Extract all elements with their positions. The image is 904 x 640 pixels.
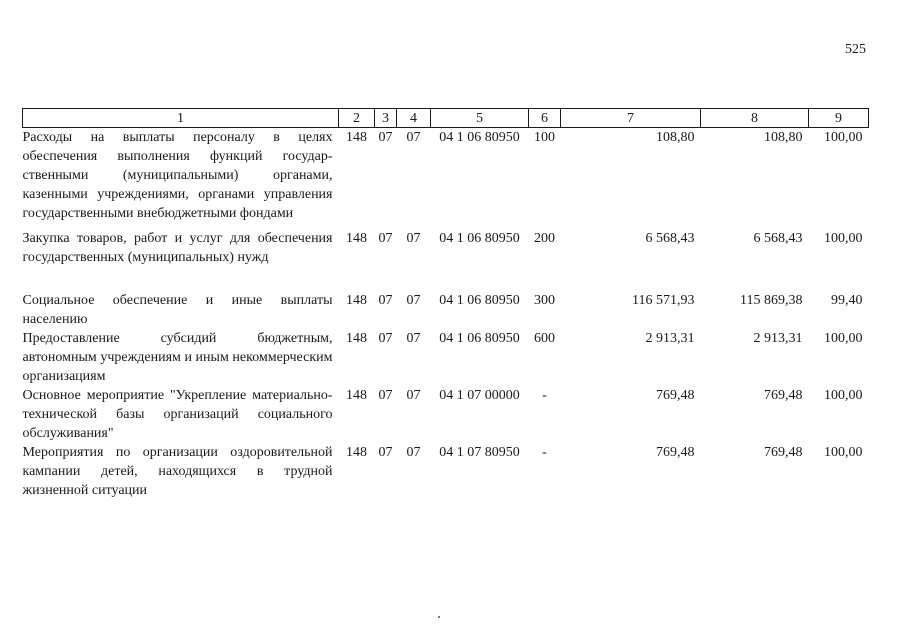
row-section: 07: [378, 388, 393, 403]
row-target-code: 04 1 06 80950: [439, 293, 520, 308]
row-percent: 100,00: [824, 331, 863, 346]
row-plan-amount: 6 568,43: [645, 231, 695, 246]
row-plan-amount: 769,48: [656, 388, 695, 403]
row-expense-type: -: [542, 388, 547, 403]
row-expense-type: 600: [534, 331, 555, 346]
header-col-3: 3: [375, 109, 397, 128]
row-name: Расходы на выплаты персоналу в целях обеспечения выполнения функций государственными (муниципальными) органами, казенными учреждениями, органами управления государственными внебюджетными фондами: [22, 130, 333, 221]
row-name: Закупка товаров, работ и услуг для обеспечения государственных (муниципальных) нужд: [22, 231, 333, 265]
row-percent: 100,00: [824, 130, 863, 145]
header-col-1: 1: [23, 109, 339, 128]
table-row: [23, 386, 869, 443]
header-col-2: 2: [339, 109, 375, 128]
row-target-code: 04 1 06 80950: [439, 130, 520, 145]
table-row: [23, 329, 869, 386]
row-actual-amount: 769,48: [764, 445, 803, 460]
row-section: 07: [378, 293, 393, 308]
header-col-6: 6: [529, 109, 561, 128]
row-expense-type: -: [542, 445, 547, 460]
table-row: [23, 128, 869, 224]
header-col-5: 5: [431, 109, 529, 128]
scan-speck: [438, 616, 440, 618]
row-percent: 100,00: [824, 388, 863, 403]
row-subsection: 07: [406, 388, 421, 403]
row-expense-type: 100: [534, 130, 555, 145]
row-admin-code: 148: [346, 231, 367, 246]
header-col-7: 7: [561, 109, 701, 128]
row-expense-type: 200: [534, 231, 555, 246]
row-actual-amount: 6 568,43: [753, 231, 803, 246]
header-col-9: 9: [809, 109, 869, 128]
header-col-8: 8: [701, 109, 809, 128]
row-name: Мероприятия по организации оздоровительной кампании детей, находящихся в трудной жизненной ситуации: [22, 445, 333, 498]
row-plan-amount: 108,80: [656, 130, 695, 145]
row-subsection: 07: [406, 293, 421, 308]
header-row: [23, 109, 869, 128]
row-plan-amount: 769,48: [656, 445, 695, 460]
row-admin-code: 148: [346, 331, 367, 346]
row-section: 07: [378, 331, 393, 346]
page-number: 525: [845, 42, 866, 57]
row-name: Основное мероприятие "Укрепление материально-технической базы организаций социального обслуживания": [22, 388, 333, 441]
row-subsection: 07: [406, 130, 421, 145]
row-percent: 99,40: [831, 293, 863, 308]
row-actual-amount: 115 869,38: [740, 293, 803, 308]
row-section: 07: [378, 445, 393, 460]
row-subsection: 07: [406, 331, 421, 346]
row-admin-code: 148: [346, 445, 367, 460]
row-admin-code: 148: [346, 293, 367, 308]
row-actual-amount: 769,48: [764, 388, 803, 403]
row-target-code: 04 1 06 80950: [439, 331, 520, 346]
budget-table: [22, 108, 869, 500]
row-actual-amount: 108,80: [764, 130, 803, 145]
table-row: [23, 291, 869, 329]
row-name: Предоставление субсидий бюджетным, автономным учреждениям и иным некоммерческим организациям: [22, 331, 333, 384]
row-admin-code: 148: [346, 130, 367, 145]
row-expense-type: 300: [534, 293, 555, 308]
row-target-code: 04 1 07 80950: [439, 445, 520, 460]
row-subsection: 07: [406, 445, 421, 460]
row-name: Социальное обеспечение и иные выплаты населению: [22, 293, 333, 327]
row-target-code: 04 1 07 00000: [439, 388, 520, 403]
row-plan-amount: 116 571,93: [632, 293, 695, 308]
row-admin-code: 148: [346, 388, 367, 403]
header-col-4: 4: [397, 109, 431, 128]
row-plan-amount: 2 913,31: [645, 331, 695, 346]
row-actual-amount: 2 913,31: [753, 331, 803, 346]
row-percent: 100,00: [824, 231, 863, 246]
table-row: [23, 229, 869, 291]
row-subsection: 07: [406, 231, 421, 246]
table-row: [23, 443, 869, 500]
row-percent: 100,00: [824, 445, 863, 460]
row-section: 07: [378, 231, 393, 246]
row-section: 07: [378, 130, 393, 145]
row-target-code: 04 1 06 80950: [439, 231, 520, 246]
